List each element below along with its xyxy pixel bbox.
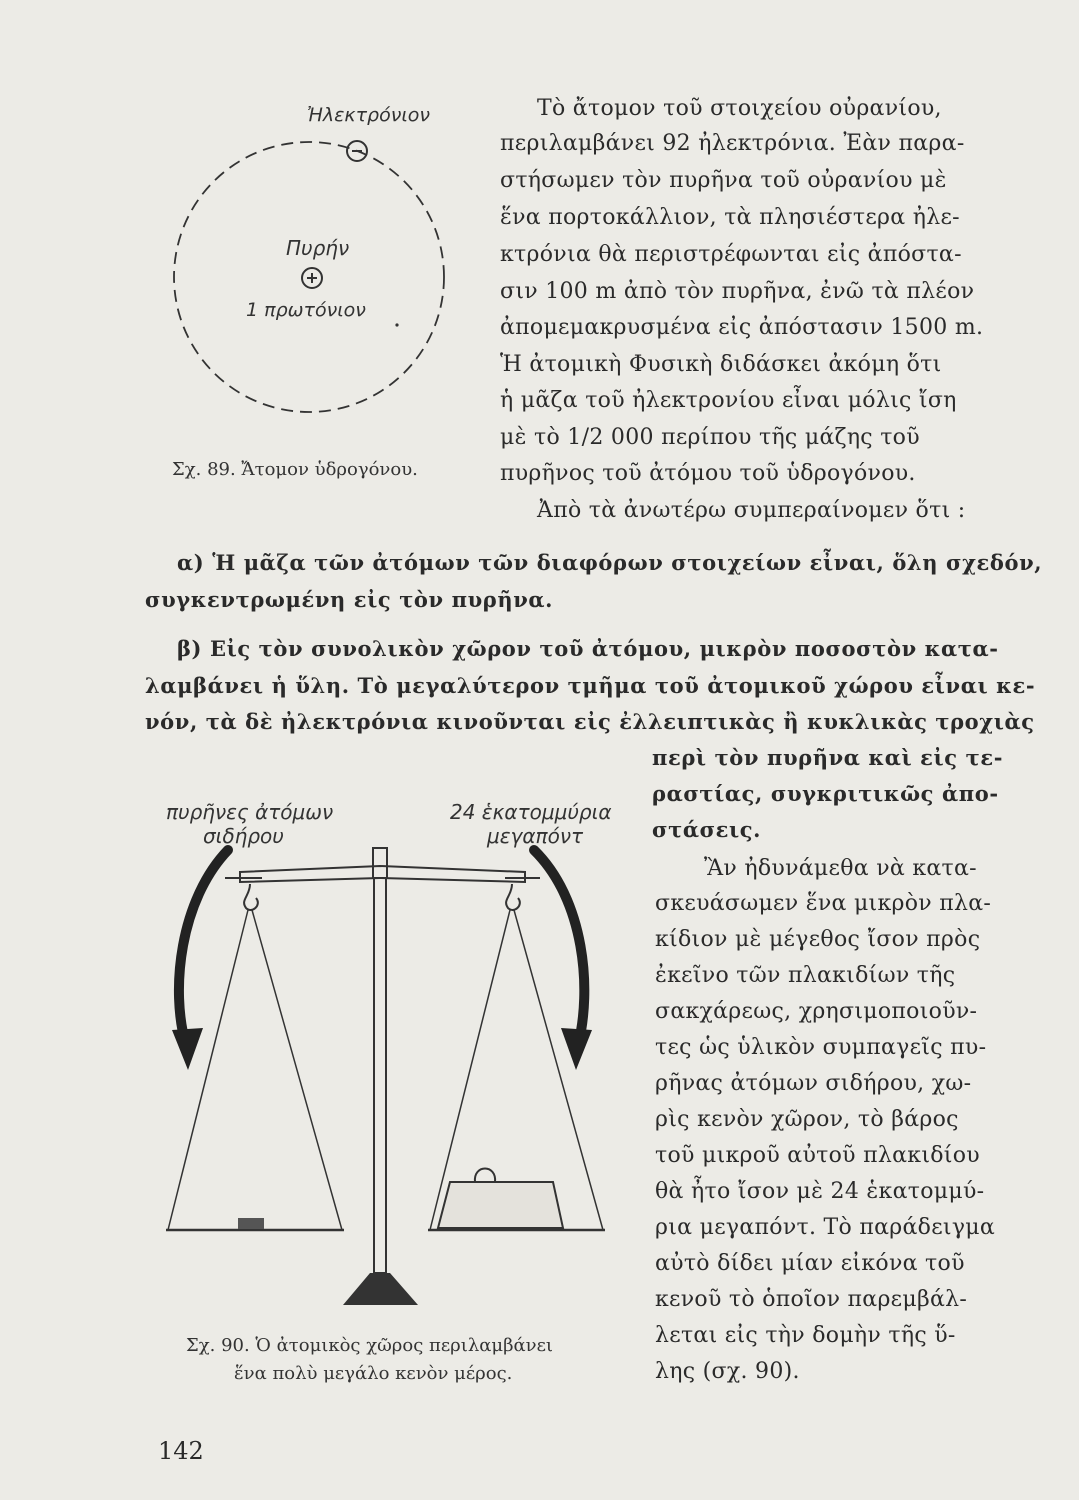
right-down-arrow xyxy=(534,850,584,1045)
text-line: ἕνα πορτοκάλλιον, τὰ πλησιέστερα ἠλε- xyxy=(500,205,960,230)
text-line: μὲ τὸ 1/2 000 περίπου τῆς μάζης τοῦ xyxy=(500,425,920,450)
text-line: τοῦ μικροῦ αὐτοῦ πλακιδίου xyxy=(655,1143,980,1168)
text-line: νόν, τὰ δὲ ἠλεκτρόνια κινοῦνται εἰς ἐλλειπτικὰς ἢ κυκλικὰς τροχιὰς xyxy=(145,709,1035,734)
figure-90-caption-1: Σχ. 90. Ὁ ἀτομικὸς χῶρος περιλαμβάνει xyxy=(186,1335,553,1356)
text-line: σιν 100 m ἀπὸ τὸν πυρῆνα, ἐνῶ τὰ πλέον xyxy=(500,279,975,304)
scale-top xyxy=(373,848,387,878)
text-line: ρια μεγαπόντ. Τὸ παράδειγμα xyxy=(655,1215,996,1240)
iron-plate xyxy=(238,1218,264,1229)
text-line: περὶ τὸν πυρῆνα καὶ εἰς τε- xyxy=(652,745,1004,770)
text-line: αὐτὸ δίδει μίαν εἰκόνα τοῦ xyxy=(655,1251,965,1276)
nucleus-label: Πυρήν xyxy=(286,236,350,260)
text-line: ρῆνας ἀτόμων σιδήρου, χω- xyxy=(655,1071,972,1096)
text-line: σκευάσωμεν ἕνα μικρὸν πλα- xyxy=(655,891,992,916)
iron-nuclei-label-2: σιδήρου xyxy=(203,824,284,848)
text-line: κενοῦ τὸ ὁποῖον παρεμβάλ- xyxy=(655,1287,968,1312)
text-line: περιλαμβάνει 92 ἠλεκτρόνια. Ἐὰν παρα- xyxy=(500,131,965,156)
left-down-arrow xyxy=(179,850,228,1045)
text-line: σακχάρεως, χρησιμοποιοῦν- xyxy=(655,999,978,1024)
text-line: στήσωμεν τὸν πυρῆνα τοῦ οὐρανίου μὲ xyxy=(500,168,947,193)
scale-base xyxy=(343,1273,418,1305)
text-line: λεται εἰς τὴν δομὴν τῆς ὕ- xyxy=(655,1323,956,1348)
text-line: τες ὡς ὑλικὸν συμπαγεῖς πυ- xyxy=(655,1035,987,1060)
text-line: κτρόνια θὰ περιστρέφωνται εἰς ἀπόστα- xyxy=(500,242,962,267)
text-line: ἡ μᾶζα τοῦ ἠλεκτρονίου εἶναι μόλις ἴση xyxy=(500,388,957,413)
megapond-label-2: μεγαπόντ xyxy=(487,824,584,848)
megapond-label-1: 24 ἑκατομμύρια xyxy=(450,800,612,824)
text-line: ρὶς κενὸν χῶρον, τὸ βάρος xyxy=(655,1107,959,1132)
conclusion-intro: Ἀπὸ τὰ ἀνωτέρω συμπεραίνομεν ὅτι : xyxy=(537,498,966,523)
text-line: ἀπομεμακρυσμένα εἰς ἀπόστασιν 1500 m. xyxy=(500,315,984,340)
text-line: κίδιον μὲ μέγεθος ἴσον πρὸς xyxy=(655,927,981,952)
scale-beam xyxy=(240,866,525,882)
text-line: πυρῆνος τοῦ ἀτόμου τοῦ ὑδρογόνου. xyxy=(500,461,916,486)
figure-90-caption-2: ἕνα πολὺ μεγάλο κενὸν μέρος. xyxy=(234,1363,513,1384)
page-number: 142 xyxy=(158,1437,204,1465)
text-line: ραστίας, συγκριτικῶς ἀπο- xyxy=(652,781,999,806)
text-line: στάσεις. xyxy=(652,817,762,842)
text-line: α) Ἡ μᾶζα τῶν ἀτόμων τῶν διαφόρων στοιχείων εἶναι, ὅλη σχεδόν, xyxy=(177,550,1043,575)
text-line: β) Εἰς τὸν συνολικὸν χῶρον τοῦ ἀτόμου, μικρὸν ποσοστὸν κατα- xyxy=(177,636,999,661)
text-line: Τὸ ἄτομον τοῦ στοιχείου οὐρανίου, xyxy=(537,96,942,121)
text-line: Ἡ ἀτομικὴ Φυσικὴ διδάσκει ἀκόμη ὅτι xyxy=(500,352,942,377)
text-line: συγκεντρωμένη εἰς τὸν πυρῆνα. xyxy=(145,587,554,612)
figure-89-caption: Σχ. 89. Ἄτομον ὑδρογόνου. xyxy=(172,459,418,480)
text-line: Ἂν ἠδυνάμεθα νὰ κατα- xyxy=(704,856,977,881)
text-line: ἐκεῖνο τῶν πλακιδίων τῆς xyxy=(655,963,956,988)
scale-post xyxy=(374,878,386,1273)
iron-nuclei-label-1: πυρῆνες ἀτόμων xyxy=(166,800,334,824)
text-line: λαμβάνει ἡ ὕλη. Τὸ μεγαλύτερον τμῆμα τοῦ ἀτομικοῦ χώρου εἶναι κε- xyxy=(145,673,1036,698)
text-line: θὰ ἦτο ἴσον μὲ 24 ἑκατομμύ- xyxy=(655,1179,985,1204)
proton-label: 1 πρωτόνιον xyxy=(246,299,366,321)
electron-label: Ἠλεκτρόνιον xyxy=(307,104,431,126)
heavy-weight xyxy=(438,1182,563,1228)
text-line: λης (σχ. 90). xyxy=(655,1359,800,1384)
